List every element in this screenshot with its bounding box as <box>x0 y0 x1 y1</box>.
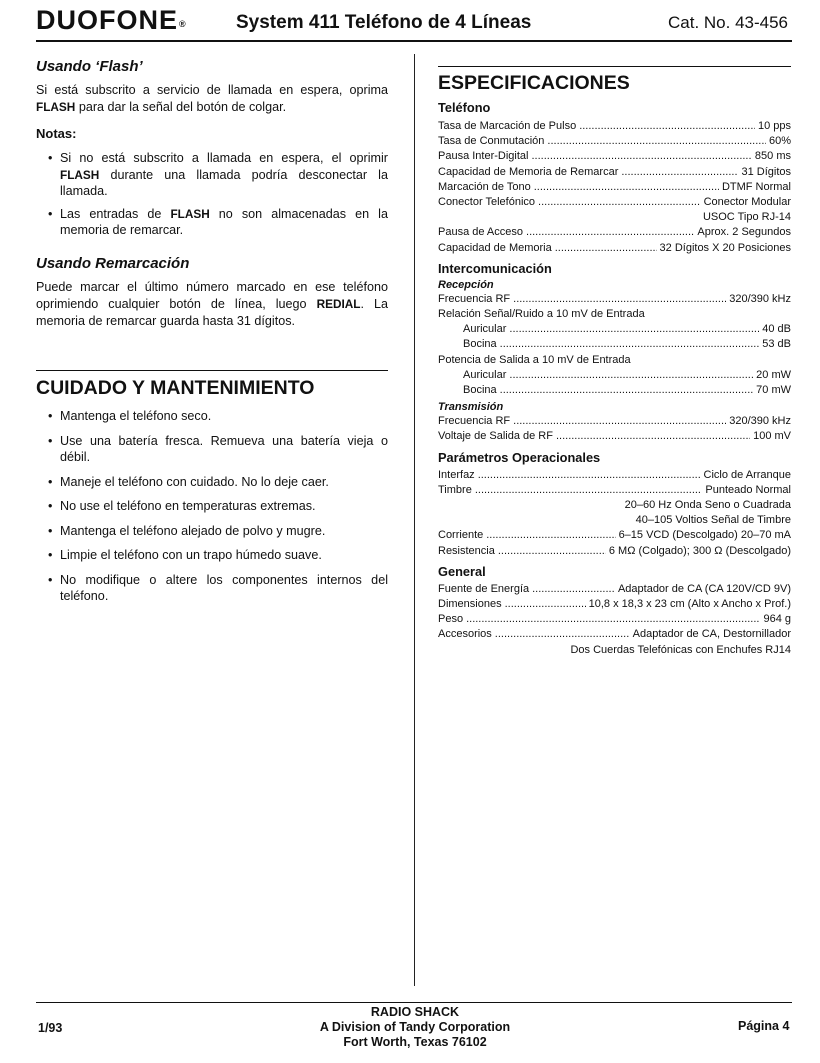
spec-label: Accesorios <box>438 628 492 641</box>
spec-row <box>438 368 791 383</box>
flash-text-a: Si está subscrito a servicio de llamada en espera, oprima <box>36 83 388 97</box>
footer-line-3: Fort Worth, Texas 76102 <box>343 1035 487 1049</box>
spec-row <box>438 528 791 543</box>
brand-logo-text: DUOFONE <box>36 5 178 35</box>
spec-row <box>438 337 791 352</box>
spec-value: 70 mW <box>756 384 791 397</box>
spec-value: 31 Dígitos <box>741 165 791 178</box>
list-item: • Maneje el teléfono con cuidado. No lo deje caer. <box>36 474 388 491</box>
spec-label: Timbre <box>438 483 472 496</box>
spec-value: 10,8 x 18,3 x 23 cm (Alto x Ancho x Prof.) <box>588 598 791 611</box>
dot-leader <box>466 612 760 627</box>
spec-label: Bocina <box>463 384 497 397</box>
telefono-heading: Teléfono <box>438 100 491 115</box>
dot-leader <box>475 483 703 498</box>
catalog-number: Cat. No. 43-456 <box>668 13 789 32</box>
spec-row <box>438 414 791 429</box>
spec-row <box>438 544 791 559</box>
note-2-text-a: Las entradas de <box>60 206 171 221</box>
care-heading: CUIDADO Y MANTENIMIENTO <box>36 377 315 399</box>
spec-row <box>438 597 791 612</box>
dot-leader <box>534 180 719 195</box>
spec-label: Pausa Inter-Digital <box>438 150 529 163</box>
dot-leader <box>478 468 701 483</box>
document-title: System 411 Teléfono de 4 Líneas <box>236 12 532 33</box>
note-2-key: FLASH <box>170 206 210 221</box>
recepcion-subheading: Recepción <box>438 278 494 291</box>
spec-label: Tasa de Marcación de Pulso <box>438 120 577 132</box>
flash-paragraph <box>36 82 388 116</box>
header-rule <box>36 40 792 42</box>
footer-date: 1/93 <box>38 1021 63 1035</box>
note-1-key: FLASH <box>60 167 100 182</box>
spec-row <box>438 429 791 444</box>
spec-label: Bocina <box>463 338 497 351</box>
spec-continuation: USOC Tipo RJ-14 <box>702 211 791 224</box>
spec-value: Adaptador de CA, Destornillador <box>632 628 791 641</box>
dot-leader <box>555 241 657 256</box>
dot-leader <box>513 414 726 429</box>
spec-value: 40 dB <box>762 323 791 336</box>
specs-title: ESPECIFICACIONES <box>438 72 630 94</box>
specs-table <box>438 100 791 658</box>
intercom-heading: Intercomunicación <box>438 260 552 276</box>
page-number: Página 4 <box>738 1019 790 1033</box>
specs-rule <box>438 66 791 67</box>
spec-continuation: 40–105 Voltios Señal de Timbre <box>635 514 791 527</box>
notes-heading: Notas: <box>36 126 77 141</box>
dot-leader <box>547 134 766 149</box>
spec-label: Peso <box>438 613 464 626</box>
list-item: • No use el teléfono en temperaturas extremas. <box>36 498 388 515</box>
spec-label: Auricular <box>463 323 507 336</box>
operacionales-heading: Parámetros Operacionales <box>438 449 601 465</box>
spec-row <box>438 612 791 627</box>
flash-key: FLASH <box>36 100 76 114</box>
dot-leader <box>526 225 694 240</box>
dot-leader <box>532 149 752 164</box>
spec-label: Pausa de Acceso <box>438 226 524 239</box>
spec-value: 10 pps <box>757 120 791 132</box>
note-item <box>36 150 388 200</box>
dot-leader <box>500 383 754 398</box>
footer-line-2: A Division of Tandy Corporation <box>319 1020 511 1034</box>
transmision-subheading: Transmisión <box>438 401 504 414</box>
spec-value: Ciclo de Arranque <box>703 468 791 481</box>
footer-publisher <box>250 1005 580 1050</box>
spec-row <box>438 134 791 149</box>
column-divider <box>414 54 415 986</box>
spec-label: Voltaje de Salida de RF <box>438 430 553 443</box>
spec-row <box>438 468 791 483</box>
spec-label: Dimensiones <box>438 598 502 611</box>
spec-value: Punteado Normal <box>705 483 791 496</box>
care-list <box>36 408 388 605</box>
general-heading: General <box>438 563 486 579</box>
spec-row <box>438 627 791 642</box>
spec-label: Frecuencia RF <box>438 415 511 428</box>
spec-value: 6–15 VCD (Descolgado) 20–70 mA <box>618 529 791 542</box>
spec-group-label: Potencia de Salida a 10 mV de Entrada <box>438 353 631 366</box>
spec-row <box>438 225 791 240</box>
list-item: • Mantenga el teléfono seco. <box>36 408 388 425</box>
list-item: • Mantenga el teléfono alejado de polvo y mugre. <box>36 523 388 540</box>
footer-rule <box>36 1002 792 1003</box>
spec-value: 32 Dígitos X 20 Posiciones <box>659 241 791 254</box>
dot-leader <box>486 528 615 543</box>
spec-label: Fuente de Energía <box>438 582 530 595</box>
spec-value: Adaptador de CA (CA 120V/CD 9V) <box>617 582 791 595</box>
spec-group-label: Relación Señal/Ruido a 10 mV de Entrada <box>438 308 645 321</box>
care-rule <box>36 370 388 371</box>
dot-leader <box>532 582 615 597</box>
dot-leader <box>495 627 630 642</box>
dot-leader <box>579 119 755 134</box>
spec-value: 850 ms <box>754 150 791 163</box>
spec-row <box>438 165 791 180</box>
spec-value: Conector Modular <box>703 196 791 209</box>
spec-row <box>438 322 791 337</box>
spec-label: Frecuencia RF <box>438 292 511 305</box>
spec-row <box>438 195 791 210</box>
spec-row <box>438 582 791 597</box>
flash-text-c: para dar la señal del botón de colgar. <box>75 100 287 114</box>
note-1-text-c: durante una llamada podría desconectar la llamada. <box>60 167 388 198</box>
spec-row <box>438 119 791 134</box>
dot-leader <box>621 165 738 180</box>
dot-leader <box>498 544 606 559</box>
dot-leader <box>556 429 750 444</box>
spec-value: 6 MΩ (Colgado); 300 Ω (Descolgado) <box>608 544 791 557</box>
brand-logo <box>36 4 187 36</box>
list-item: • Limpie el teléfono con un trapo húmedo suave. <box>36 547 388 564</box>
list-item: • No modifique o altere los componentes internos del teléfono. <box>36 572 388 605</box>
dot-leader <box>500 337 760 352</box>
spec-label: Resistencia <box>438 544 495 557</box>
dot-leader <box>509 322 759 337</box>
redial-text-a: Puede marcar el último número marcado en ese teléfono oprimiendo cualquier botón de línea, luego <box>36 280 388 311</box>
notes-list <box>36 150 388 239</box>
spec-value: 60% <box>768 135 791 148</box>
spec-row <box>438 292 791 307</box>
spec-row <box>438 241 791 256</box>
dot-leader <box>509 368 753 383</box>
redial-key: REDIAL <box>316 297 361 311</box>
spec-value: DTMF Normal <box>721 180 791 193</box>
spec-label: Marcación de Tono <box>438 180 531 193</box>
registered-mark: ® <box>179 19 187 29</box>
redial-text-c: . La memoria de remarcar guarda hasta 31 dígitos. <box>36 297 388 328</box>
spec-row <box>438 483 791 498</box>
spec-value: 964 g <box>763 613 791 626</box>
spec-value: 320/390 kHz <box>729 292 791 305</box>
spec-label: Tasa de Conmutación <box>438 135 545 148</box>
spec-continuation: 20–60 Hz Onda Seno o Cuadrada <box>624 499 791 512</box>
spec-continuation: Dos Cuerdas Telefónicas con Enchufes RJ14 <box>570 643 791 656</box>
redial-paragraph <box>36 279 388 330</box>
spec-label: Auricular <box>463 368 507 381</box>
spec-label: Capacidad de Memoria de Remarcar <box>438 165 619 178</box>
redial-heading: Usando Remarcación <box>36 255 190 272</box>
spec-row <box>438 383 791 398</box>
footer-line-1: RADIO SHACK <box>370 1005 460 1019</box>
flash-heading: Usando ‘Flash’ <box>36 58 143 75</box>
list-item: • Use una batería fresca. Remueva una batería vieja o débil. <box>36 433 388 466</box>
spec-value: 20 mW <box>756 368 791 381</box>
dot-leader <box>538 195 701 210</box>
spec-label: Conector Telefónico <box>438 196 536 209</box>
note-2-text-c: no son almacenadas en la memoria de remarcar. <box>60 206 388 237</box>
spec-value: 320/390 kHz <box>729 415 791 428</box>
spec-label: Interfaz <box>438 468 475 481</box>
spec-row <box>438 149 791 164</box>
note-item <box>36 206 388 239</box>
dot-leader <box>505 597 586 612</box>
dot-leader <box>513 292 726 307</box>
spec-value: 100 mV <box>753 430 791 443</box>
note-1-text-a: Si no está subscrito a llamada en espera, el oprimir <box>60 151 388 165</box>
spec-value: 53 dB <box>762 338 791 351</box>
spec-label: Capacidad de Memoria <box>438 241 552 254</box>
spec-row <box>438 180 791 195</box>
spec-label: Corriente <box>438 529 484 542</box>
spec-value: Aprox. 2 Segundos <box>697 226 791 239</box>
